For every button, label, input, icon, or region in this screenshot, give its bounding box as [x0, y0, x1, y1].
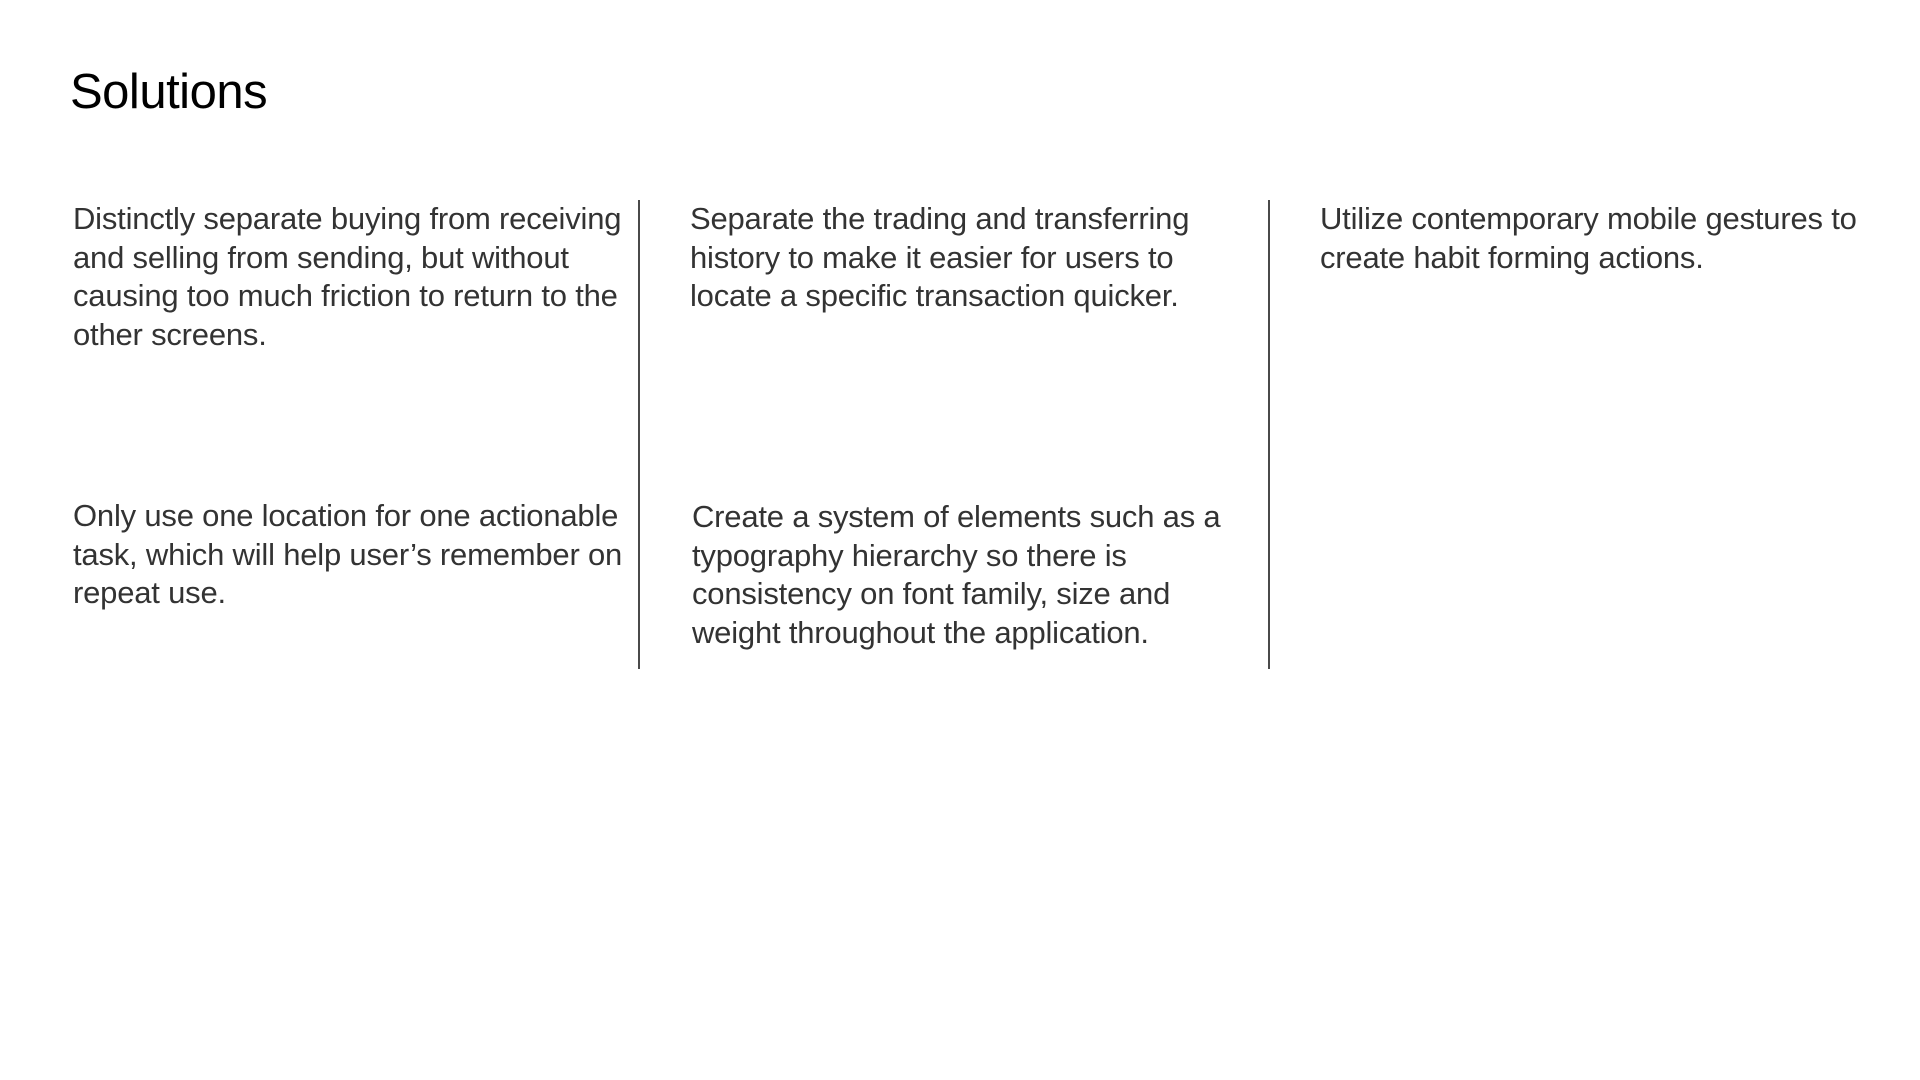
solution-one-location: Only use one location for one actionable task, which will help user’s remember on repeat use.: [73, 498, 623, 610]
solution-separate-history: Separate the trading and transferring history to make it easier for users to locate a specific transaction quicker.: [690, 201, 1190, 313]
column-divider-2: [1268, 200, 1270, 669]
solution-mobile-gestures: Utilize contemporary mobile gestures to create habit forming actions.: [1320, 201, 1857, 275]
column-divider-1: [638, 200, 640, 669]
solution-buying-receiving: Distinctly separate buying from receiving and selling from sending, but without causing too much friction to return to the other screens.: [73, 201, 622, 352]
solution-typography-system: Create a system of elements such as a typography hierarchy so there is consistency on font family, size and weight throughout the application.: [692, 499, 1221, 650]
page-title: Solutions: [70, 65, 268, 119]
